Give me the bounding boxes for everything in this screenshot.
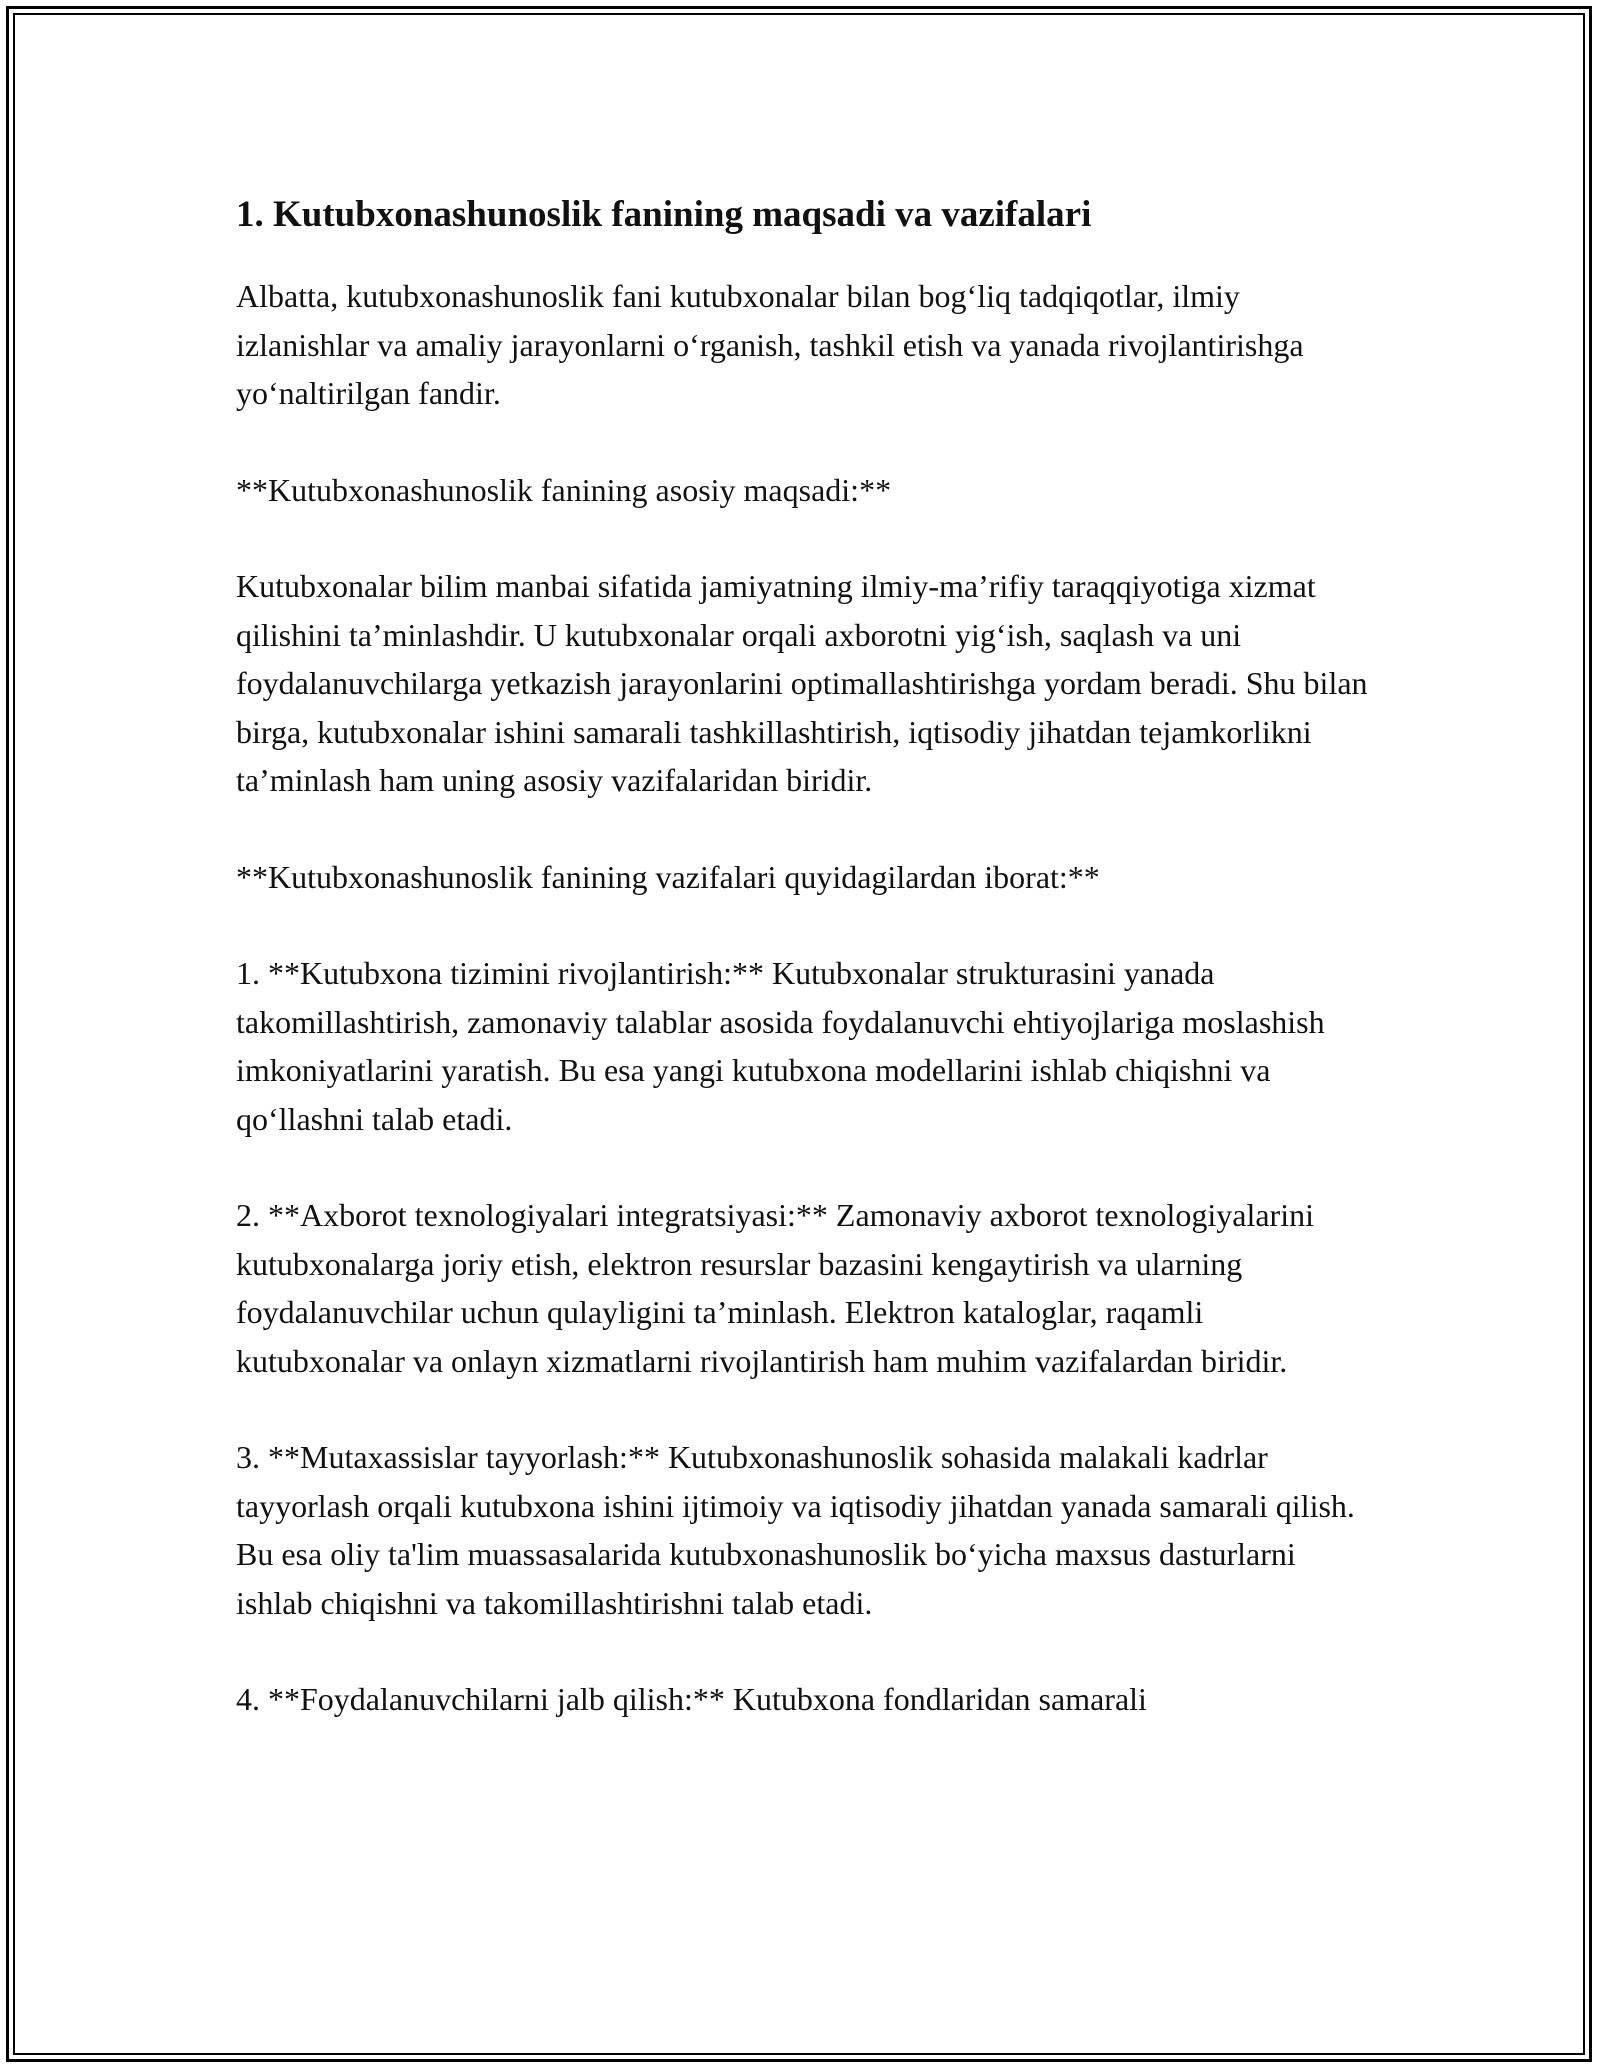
document-page: [236, 188, 1376, 1772]
goal-paragraph: Kutubxonalar bilim manbai sifatida jamiyatning ilmiy-ma’rifiy taraqqiyotiga xizmat qilishini ta’minlashdir. U kutubxonalar orqali axborotni yig‘ish, saqlash va uni foydalanuvchilarga yetkazish jarayonlarini optimallashtirishga yordam beradi. Shu bilan birga, kutubxonalar ishini samarali tashkillashtirish, iqtisodiy jihatdan tejamkorlikni ta’minlash ham uning asosiy vazifalaridan biridir.: [236, 568, 1368, 798]
task-item-1: 1. **Kutubxona tizimini rivojlantirish:** Kutubxonalar strukturasini yanada takomillashtirish, zamonaviy talablar asosida foydalanuvchi ehtiyojlariga moslashish imkoniyatlarini yaratish. Bu esa yangi kutubxona modellarini ishlab chiqishni va qo‘llashni talab etadi.: [236, 955, 1325, 1137]
document-heading: 1. Kutubxonashunoslik fanining maqsadi va vazifalari: [236, 194, 1092, 235]
goal-heading: **Kutubxonashunoslik fanining asosiy maqsadi:**: [236, 471, 892, 508]
task-item-3: 3. **Mutaxassislar tayyorlash:** Kutubxonashunoslik sohasida malakali kadrlar tayyorlash orqali kutubxona ishini ijtimoiy va iqtisodiy jihatdan yanada samarali qilish. Bu esa oliy ta'lim muassasalarida kutubxonashunoslik bo‘yicha maxsus dasturlarni ishlab chiqishni va takomillashtirishni talab etadi.: [236, 1439, 1355, 1621]
tasks-heading: **Kutubxonashunoslik fanining vazifalari quyidagilardan iborat:**: [236, 858, 1100, 895]
task-item-4: 4. **Foydalanuvchilarni jalb qilish:** Kutubxona fondlaridan samarali: [236, 1681, 1147, 1717]
intro-paragraph: Albatta, kutubxonashunoslik fani kutubxonalar bilan bog‘liq tadqiqotlar, ilmiy izlanishlar va amaliy jarayonlarni o‘rganish, tashkil etish va yanada rivojlantirishga yo‘naltirilgan fandir.: [236, 278, 1304, 411]
task-item-2: 2. **Axborot texnologiyalari integratsiyasi:** Zamonaviy axborot texnologiyalarini kutubxonalarga joriy etish, elektron resurslar bazasini kengaytirish va ularning foydalanuvchilar uchun qulayligini ta’minlash. Elektron kataloglar, raqamli kutubxonalar va onlayn xizmatlarni rivojlantirish ham muhim vazifalardan biridir.: [236, 1197, 1314, 1379]
